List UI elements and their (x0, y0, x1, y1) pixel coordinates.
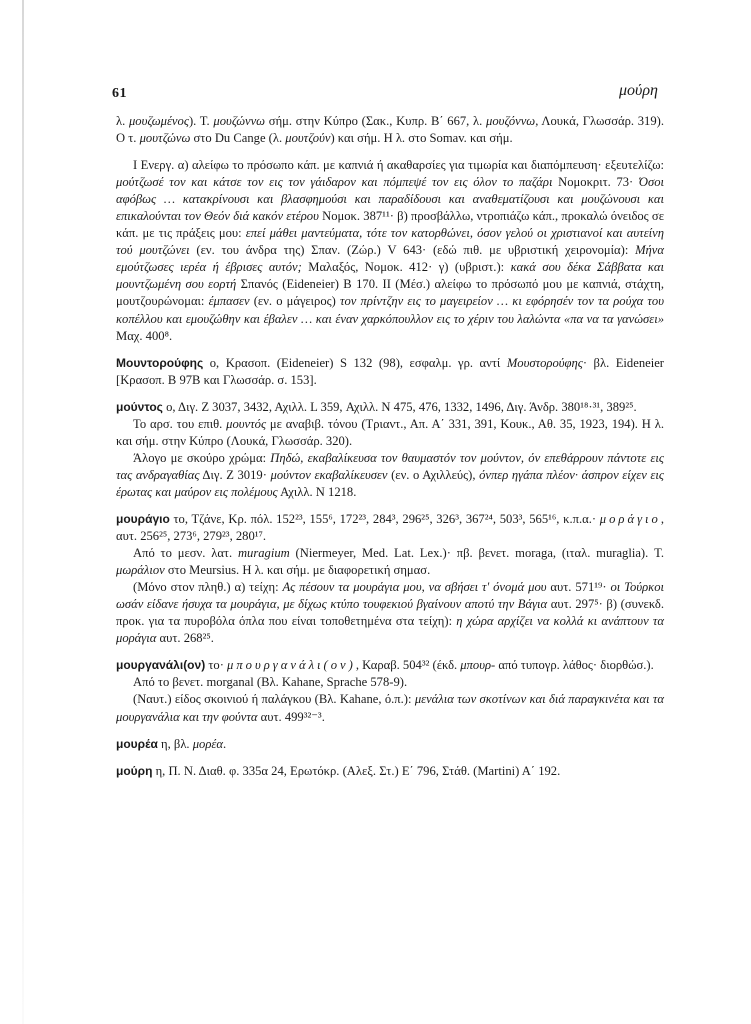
text-run: ο, Διγ. Ζ 3037, 3432, Αχιλλ. L 359, Αχιλλ. Ν 475, 476, 1332, 1496, Διγ. Άνδρ. 380¹⁸·³¹, 389²⁵. (162, 399, 637, 414)
italic-quote: muragium (237, 546, 290, 561)
text-run: Αχιλλ. Ν 1218. (277, 484, 357, 499)
italic-quote: μενάλια των σκοτίνων και διά παραγκινέτα και τα μουργανάλια και την φούντα (116, 692, 664, 724)
text-run: από τυπογρ. λάθος· διορθώσ.). (495, 658, 654, 673)
running-head-word: μούρη (619, 82, 658, 99)
dictionary-entry (116, 736, 664, 753)
italic-quote: μπουρ- (460, 658, 496, 673)
text-run: αυτ. 499³²⁻³. (257, 709, 325, 724)
dictionary-entry (116, 399, 664, 416)
text-run: Μαχ. 400⁸. (116, 328, 173, 343)
text-run: ο, Κρασοπ. (Eideneier) S 132 (98), εσφαλμ. γρ. αντί (203, 355, 507, 370)
italic-quote: έμπασεν (208, 294, 250, 309)
entry-paragraph (116, 674, 664, 691)
text-run: στο Du Cange (λ. (190, 131, 286, 146)
spaced-form: μοράγιο (599, 511, 661, 526)
text-run: Ι Ενεργ. α) αλείφω το πρόσωπο κάπ. με καπνιά ή ακαθαρσίες για τιμωρία και διαπόμπευση· εξευτελίζω: (133, 158, 664, 173)
text-run: στο Meursius. Η λ. και σήμ. με διαφορετική σημασ. (164, 563, 431, 578)
entry-paragraph (116, 113, 664, 147)
italic-quote: οι Τούρκοι ωσάν είδανε ήσυχα τα μουράγια, με δίχως κτύπο τουφεκιού βγαίνουν αποτύ την Βάγια (116, 580, 664, 612)
italic-quote: επεί μάθει μαντεύματα, τότε τον κατορθώνει, όσον γελού οι χριστιανοί και αυτείνη τού μουτζώνει (116, 226, 664, 258)
italic-quote: Μουστορούφης (506, 355, 583, 370)
text-run: , αυτ. 256²⁵, 273⁶, 279²³, 280¹⁷. (116, 511, 664, 544)
italic-quote: μορέα (192, 736, 223, 751)
text-run: αυτ. 297⁵· β) (συνεκδ. προκ. για τα πυροβόλα όπλα που είναι τοποθετημένα στα τείχη): (116, 597, 664, 629)
text-run: (εν. του άνδρα της) Σπαν. (Ζώρ.) V 643· (εδώ πιθ. με υβριστική χειρονομία): (189, 243, 636, 258)
entry-paragraph (116, 450, 664, 501)
italic-quote: Μήνα εμούτζωσες ιερέα ή έβρισες αυτόν; (116, 243, 665, 275)
text-run: ). Τ. (188, 114, 214, 128)
italic-quote: τον πρίντζην εις το μαγειρείον … κι εφόρησέν τον τα ρούχα του κοπέλλου και εμουζώθην και έβαλεν … και έναν χαρκόπουλλον εις το χέριν του λαλώντα «πα να τα γανώσει» (116, 294, 665, 326)
dictionary-entry (116, 657, 664, 674)
dictionary-entry (116, 763, 664, 780)
text-run: αυτ. 268²⁵. (156, 631, 214, 646)
italic-quote: μούτζωσέ τον και κάτσε τον εις τον γάιδαρον και πόμπεψέ τον εις όλον το παζάρι (116, 175, 553, 190)
italic-quote: Πηδώ, εκαβαλίκευσα τον θαυμαστόν τον μούντον, όν επεθάρρουν πάντοτε εις τας ανδραγαθίας (116, 450, 664, 482)
dictionary-text (116, 113, 664, 780)
italic-quote: μουτζούν (285, 131, 331, 146)
headword: μουρέα (116, 736, 158, 751)
headword: Μουντορούφης (116, 355, 204, 370)
text-run: Νομοκ. 387¹¹· β) προσβάλλω, ντροπιάζω κάπ., προκαλώ όνειδος σε κάπ. με τις πράξεις μου: (116, 209, 664, 241)
text-run: (εν. ο μάγειρος) (249, 294, 340, 309)
entry-paragraph (116, 545, 664, 579)
entry-paragraph (116, 157, 664, 345)
text-run: , Λουκά, Γλωσσάρ. 319). Ο τ. (116, 114, 664, 146)
headword: μουργανάλι(ον) (116, 658, 206, 673)
text-run: η, Π. Ν. Διαθ. φ. 335α 24, Ερωτόκρ. (Αλεξ. Στ.) Ε΄ 796, Στάθ. (Martini) Α΄ 192. (152, 763, 561, 778)
text-run: Νομοκριτ. 73· (552, 175, 639, 190)
scan-margin-shadow (22, 0, 24, 1024)
text-run: με αναβιβ. τόνου (Τριαντ., Απ. Α΄ 331, 391, Κουκ., Αθ. 35, 1923, 194). Η λ. και σήμ. στην Κύπρο (Λουκά, Γλωσσάρ. 320). (116, 416, 664, 448)
entry-paragraph (116, 579, 664, 647)
spaced-form: μπουργανάλι(ον) (227, 658, 356, 673)
text-run: · βλ. Eideneier [Κρασοπ. Β 97Β και Γλωσσάρ. σ. 153]. (116, 355, 664, 387)
dictionary-entry (116, 355, 664, 389)
text-run: αυτ. 571¹⁹· (546, 580, 611, 595)
italic-quote: μουντός (226, 416, 267, 431)
text-run: Από το μεσν. λατ. (133, 546, 238, 561)
text-run: Μαλαξός, Νομοκ. 412· γ) (υβριστ.): (301, 260, 511, 275)
entry-paragraph (116, 416, 664, 450)
text-run: σήμ. στην Κύπρο (Σακ., Κυπρ. Β΄ 667, λ. (265, 114, 487, 128)
page-number: 61 (112, 86, 127, 101)
text-run: το· (205, 658, 228, 673)
italic-quote: μωράλιον (116, 563, 165, 578)
text-run: (Ναυτ.) είδος σκοινιού ή παλάγκου (Βλ. Kahane, ό.π.): (133, 692, 415, 707)
headword: μούντος (116, 399, 163, 414)
text-run: (Niermeyer, Med. Lat. Lex.)· πβ. βενετ. moraga, (ιταλ. muraglia). Τ. (289, 546, 664, 561)
headword: μούρη (116, 763, 153, 778)
text-run: (εν. ο Αχιλλεύς), (387, 467, 480, 482)
italic-quote: μουζωμένος (128, 114, 189, 128)
italic-quote: Όσοι αφόβως … κατακρίνουσι και βλασφημούσι και παραδίδουσι και αναθεματίζουσι και μουζώνουσι και επικαλούνται τον Θεόν διά κακόν ετέρου (116, 175, 665, 224)
text-run: η, βλ. (157, 736, 193, 751)
entry-paragraph (116, 691, 664, 725)
text-run: Το αρσ. του επιθ. (133, 416, 227, 431)
italic-quote: όνπερ ηγάπα πλέον· άσπρον είχεν εις έρωτας και μαύρον εις πολέμους (116, 467, 664, 499)
italic-quote: Ας πέσουν τα μουράγια μου, να σβήσει τ' όνομά μου (282, 580, 547, 595)
text-run: Άλογο με σκούρο χρώμα: (133, 450, 271, 465)
text-run: Σπανός (Eideneier) Β 170. ΙΙ (Μέσ.) αλείφω το πρόσωπό μου με καπνιά, στάχτη, μουτζουρώνομαι: (116, 277, 665, 309)
text-run: Από το βενετ. morganal (Βλ. Kahane, Sprache 578-9). (133, 675, 408, 690)
italic-quote: κακά σου δέκα Σάββατα και μουντζωμένη σου εορτή (116, 260, 664, 292)
italic-quote: μουζώννω (213, 114, 266, 128)
italic-quote: η χώρα αρχίζει να κολλά κι ανάπτουν τα μοράγια (116, 614, 664, 646)
text-run: ) και σήμ. Η λ. στο Somav. και σήμ. (330, 131, 513, 146)
text-run: το, Τζάνε, Κρ. πόλ. 152²³, 155⁶, 172²³, 284³, 296²⁵, 326³, 367²⁴, 503³, 565¹⁶, κ.π.α.· (169, 511, 600, 526)
italic-quote: μούντον εκαβαλίκευσεν (270, 467, 388, 482)
headword: μουράγιο (116, 511, 170, 526)
text-run: Διγ. Ζ 3019· (199, 467, 271, 482)
text-run: (Μόνο στον πληθ.) α) τείχη: (133, 580, 283, 595)
text-run: . (222, 736, 227, 751)
text-run: , Καραβ. 504³² (έκδ. (355, 658, 461, 673)
text-run: λ. (116, 114, 129, 128)
dictionary-entry (116, 511, 664, 545)
italic-quote: μουζόννω (486, 114, 536, 128)
italic-quote: μουτζώνω (139, 131, 191, 146)
